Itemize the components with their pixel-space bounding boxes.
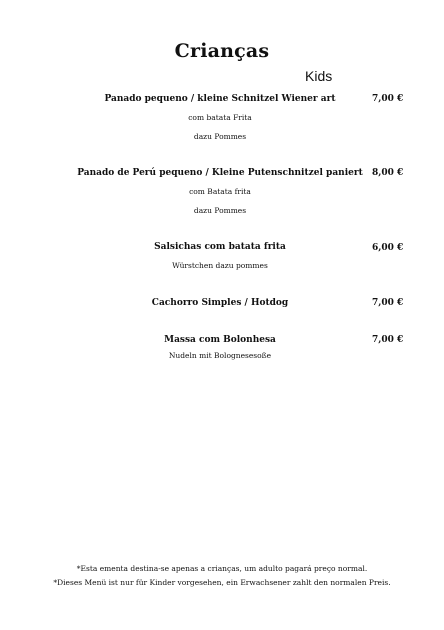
menu-item-description-pt: com batata Frita [188, 113, 252, 122]
menu-item-price: 7,00 € [372, 94, 404, 104]
menu-item-name: Panado pequeno / kleine Schnitzel Wiener art [104, 94, 336, 104]
menu-item [70, 167, 370, 216]
menu-item [70, 334, 370, 361]
menu-item-name: Panado de Perú pequeno / Kleine Putenschnitzel paniert [77, 168, 363, 178]
menu-item-description-de: Nudeln mit Bolognesesoße [168, 351, 272, 360]
menu-item-name: Salsichas com batata frita [154, 242, 286, 252]
menu-item-name: Cachorro Simples / Hotdog [151, 298, 289, 308]
menu-item [70, 297, 370, 309]
menu-item-description-pt: com Batata frita [189, 187, 251, 196]
menu-item-price: 7,00 € [372, 298, 404, 308]
menu-item-price: 8,00 € [372, 168, 404, 178]
menu-item [70, 93, 370, 142]
menu-item-price: 7,00 € [372, 335, 404, 345]
footer-note-pt: *Esta ementa destina-se apenas a crianças, um adulto pagará preço normal. [76, 564, 368, 573]
menu-item-name: Massa com Bolonhesa [164, 335, 276, 345]
menu-item-price: 6,00 € [372, 243, 404, 253]
menu-item-description-de: dazu Pommes [193, 132, 247, 141]
menu-item-description-de: Würstchen dazu pommes [172, 261, 268, 270]
footer-note-de: *Dieses Menü ist nur für Kinder vorgesehen, ein Erwachsener zahlt den normalen Preis. [53, 578, 391, 587]
footer-notes [0, 562, 444, 590]
page-title: Crianças [174, 40, 270, 62]
page-subtitle: Kids [305, 68, 333, 84]
menu-item [70, 241, 370, 271]
menu-item-description-de: dazu Pommes [193, 206, 247, 215]
